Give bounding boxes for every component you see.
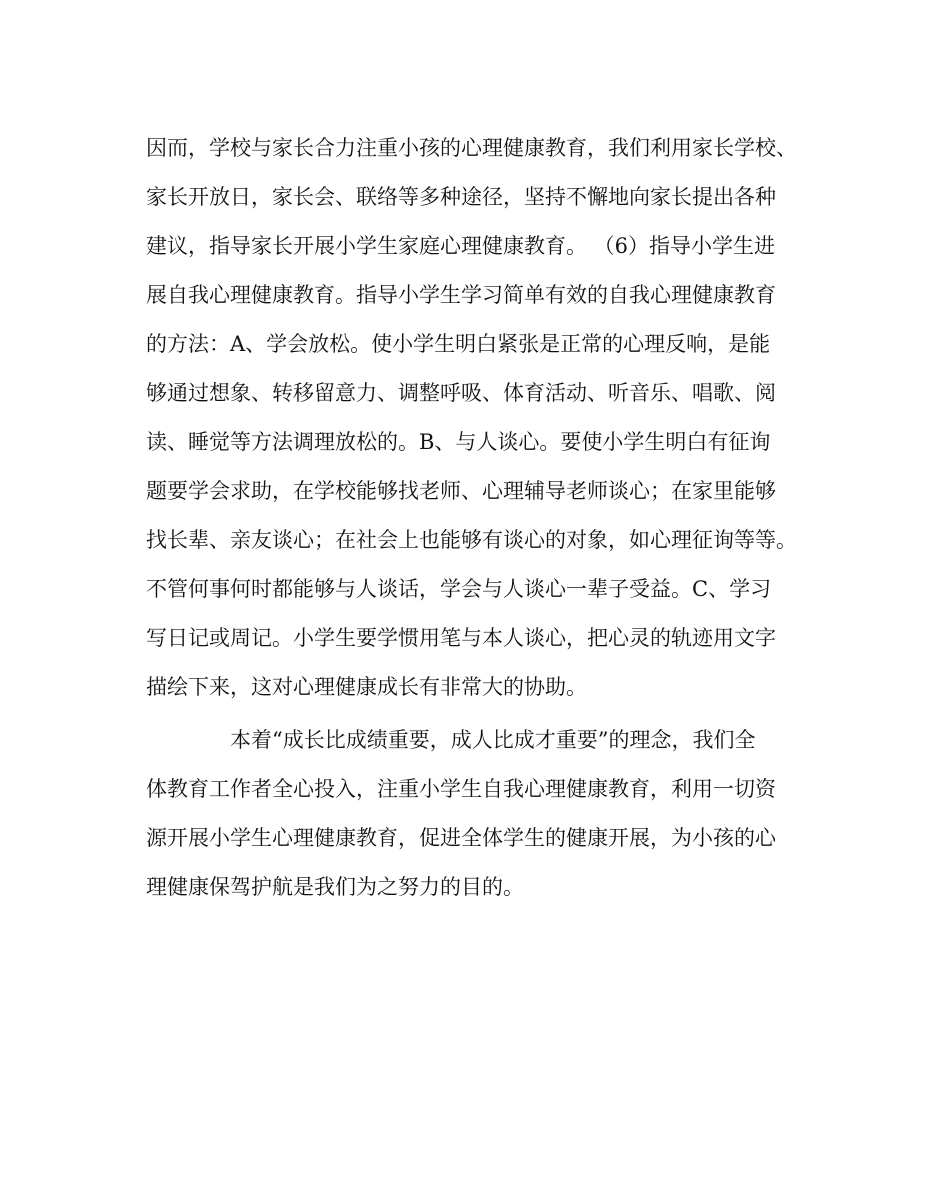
text-line: 题要学会求助，在学校能够找老师、心理辅导老师谈心；在家里能够: [146, 479, 776, 503]
text-line: 展自我心理健康教育。指导小学生学习简单有效的自我心理健康教育: [146, 283, 776, 307]
text-line: 读、睡觉等方法调理放松的。B、与人谈心。要使小学生明白有征询: [146, 430, 771, 454]
text-line: 够通过想象、转移留意力、调整呼吸、体育活动、听音乐、唱歌、阅: [146, 381, 776, 405]
text-line: 找长辈、亲友谈心；在社会上也能够有谈心的对象，如心理征询等等。: [146, 528, 797, 552]
text-line: 不管何事何时都能够与人谈话，学会与人谈心一辈子受益。C、学习: [146, 577, 772, 601]
text-line: 理健康保驾护航是我们为之努力的目的。: [146, 875, 524, 899]
paragraph-1: [146, 128, 816, 716]
document-body: [146, 128, 816, 916]
text-line: 描绘下来，这对心理健康成长有非常大的协助。: [146, 675, 587, 699]
paragraph-2: [146, 720, 816, 916]
text-line: 因而，学校与家长合力注重小孩的心理健康教育，我们利用家长学校、: [146, 136, 797, 160]
text-line: 家长开放日，家长会、联络等多种途径，坚持不懈地向家长提出各种: [146, 185, 776, 209]
text-line: 体教育工作者全心投入，注重小学生自我心理健康教育，利用一切资: [146, 777, 776, 801]
text-line: 源开展小学生心理健康教育，促进全体学生的健康开展，为小孩的心: [146, 826, 776, 850]
text-line: 建议，指导家长开展小学生家庭心理健康教育。 （6）指导小学生进: [146, 234, 776, 258]
text-line: 的方法：A、学会放松。使小学生明白紧张是正常的心理反响，是能: [146, 332, 771, 356]
text-line: 本着“成长比成绩重要，成人比成才重要”的理念，我们全: [146, 728, 756, 752]
text-line: 写日记或周记。小学生要学惯用笔与本人谈心，把心灵的轨迹用文字: [146, 626, 776, 650]
